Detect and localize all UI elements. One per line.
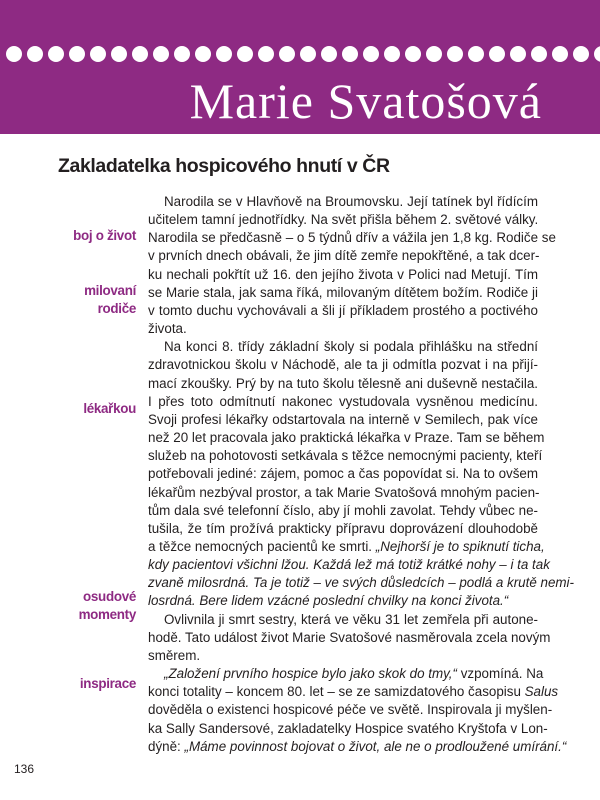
- body-line: potřebovali jediné: zájem, pomoc a čas popovídat si. Na to ovšem: [148, 466, 539, 482]
- decorative-dots: [6, 46, 600, 66]
- dot-ornament: [342, 46, 358, 62]
- quote-line: losrdná. Bere lidem vzácné poslední chvilky na konci života.“: [148, 593, 509, 609]
- dot-ornament: [6, 46, 22, 62]
- dot-ornament: [363, 46, 379, 62]
- dot-ornament: [216, 46, 232, 62]
- dot-ornament: [573, 46, 589, 62]
- margin-note-osudove-momenty: [26, 588, 136, 624]
- dot-ornament: [90, 46, 106, 62]
- body-line: služeb na pohotovosti setkávala s těžce nemocnými pacienty, kteří: [148, 448, 543, 464]
- body-line-part: a těžce nemocných pacientů ke smrti.: [148, 538, 376, 554]
- dot-ornament: [48, 46, 64, 62]
- body-line: učitelem tamní jednotřídky. Na svět přišla během 2. světové války.: [148, 212, 539, 228]
- margin-note-lekarkou: [26, 400, 136, 418]
- body-line: ku nechali pokřtít už 16. den jejího života v Polici nad Metují. Tím: [148, 266, 538, 282]
- dot-ornament: [384, 46, 400, 62]
- margin-note-text: inspirace: [79, 676, 136, 691]
- body-line: ka Sally Sandersové, zakladatelky Hospice svatého Kryštofa v Lon-: [148, 720, 548, 736]
- dot-ornament: [132, 46, 148, 62]
- margin-note-inspirace: [26, 675, 136, 693]
- dot-ornament: [447, 46, 463, 62]
- dot-ornament: [258, 46, 274, 62]
- body-line: Na konci 8. třídy základní školy si podala přihlášku na střední: [164, 339, 538, 355]
- margin-note-text: lékařkou: [83, 401, 136, 416]
- body-line: Svoji profesi lékařky odstartovala na interně v Semilech, pak více: [148, 411, 538, 427]
- dot-ornament: [552, 46, 568, 62]
- margin-note-text: milovaní rodiče: [84, 283, 136, 317]
- dot-ornament: [279, 46, 295, 62]
- body-line: zdravotnickou školu v Náchodě, ale ta ji odmítla pozvat i na přijí-: [148, 357, 538, 373]
- dot-ornament: [594, 46, 600, 62]
- margin-note-milovani-rodice: [26, 282, 136, 318]
- quote-text: „Založení prvního hospice bylo jako skok do tmy,“: [164, 666, 457, 682]
- quote-line: zvaně milosrdná. Ta je totiž – ve svých důsledcích – podlá a krutě nemi-: [148, 575, 574, 591]
- body-line: Narodila se v Hlavňově na Broumovsku. Její tatínek byl řídícím: [164, 194, 538, 209]
- page-title: Marie Svatošová: [189, 73, 542, 129]
- body-line: směrem.: [148, 647, 201, 663]
- body-line-part: konci totality – koncem 80. let – se ze samizdatového časopisu: [148, 684, 525, 700]
- body-line: než 20 let pracovala jako praktická lékařka v Praze. Tam se během: [148, 430, 545, 446]
- dot-ornament: [468, 46, 484, 62]
- body-line: tušila, že tím prožívá prakticky přípravu doprovázení dlouhodobě: [148, 520, 538, 536]
- body-line: Narodila se předčasně – o 5 týdnů dřív a vážila jen 1,8 kg. Rodiče se: [148, 230, 556, 246]
- body-line: v tomto duchu vychovávali a šli jí příkladem prostého a poctivého: [148, 302, 538, 318]
- magazine-name: Salus: [524, 684, 559, 700]
- body-line: Ovlivnila ji smrt sestry, která ve věku 31 let zemřela při autone-: [164, 611, 538, 627]
- body-line: [148, 683, 559, 701]
- body-line: života.: [148, 321, 187, 337]
- body-line: lékařům nezbýval prostor, a tak Marie Svatošová mnohým pacien-: [148, 484, 540, 500]
- dot-ornament: [510, 46, 526, 62]
- body-line: [148, 665, 544, 683]
- quote-text: „Máme povinnost bojovat o život, ale ne o prodloužené umírání.“: [184, 738, 567, 754]
- body-text: [148, 193, 574, 756]
- dot-ornament: [426, 46, 442, 62]
- dot-ornament: [300, 46, 316, 62]
- body-line: dověděla o existenci hospicové péče ve světě. Inspirovala ji myšlen-: [148, 702, 553, 718]
- margin-note-boj-o-zivot: [26, 227, 136, 245]
- dot-ornament: [321, 46, 337, 62]
- dot-ornament: [111, 46, 127, 62]
- body-line: se Marie stala, jak sama říká, milovaným dítětem božím. Rodiče ji: [148, 284, 538, 300]
- dot-ornament: [27, 46, 43, 62]
- quote-line: kdy pacientovi všichni lžou. Každá lež má totiž krátké nohy – i ta tak: [148, 557, 550, 573]
- dot-ornament: [174, 46, 190, 62]
- dot-ornament: [195, 46, 211, 62]
- margin-note-text: boj o život: [73, 228, 136, 243]
- dot-ornament: [405, 46, 421, 62]
- dot-ornament: [153, 46, 169, 62]
- body-line-part: dýně:: [148, 738, 185, 754]
- margin-note-text: osudové momenty: [78, 589, 136, 623]
- header-banner: [0, 0, 600, 134]
- dot-ornament: [237, 46, 253, 62]
- page-number: 136: [14, 762, 35, 776]
- body-line: I přes toto odmítnutí nakonec vystudovala vysněnou medicínu.: [148, 393, 538, 409]
- body-line: mací zkoušky. Prý by na tuto školu tělesně ani duševně nestačila.: [148, 375, 538, 391]
- quote-text: „Nejhorší je to spiknutí ticha,: [375, 538, 545, 554]
- dot-ornament: [69, 46, 85, 62]
- body-line: v prvních dnech obávali, že jim dítě zemře nepokřtěné, a tak dcer-: [148, 248, 540, 264]
- body-line: [148, 738, 567, 756]
- dot-ornament: [531, 46, 547, 62]
- body-line: tům dala své telefonní číslo, aby jí mohli zavolat. Tehdy vůbec ne-: [148, 502, 538, 518]
- body-line-part: vzpomíná. Na: [457, 666, 544, 682]
- body-line: [148, 538, 545, 556]
- body-line: hodě. Tato událost život Marie Svatošové nasměrovala zcela novým: [148, 629, 551, 645]
- dot-ornament: [489, 46, 505, 62]
- chapter-subtitle: Zakladatelka hospicového hnutí v ČR: [58, 155, 390, 177]
